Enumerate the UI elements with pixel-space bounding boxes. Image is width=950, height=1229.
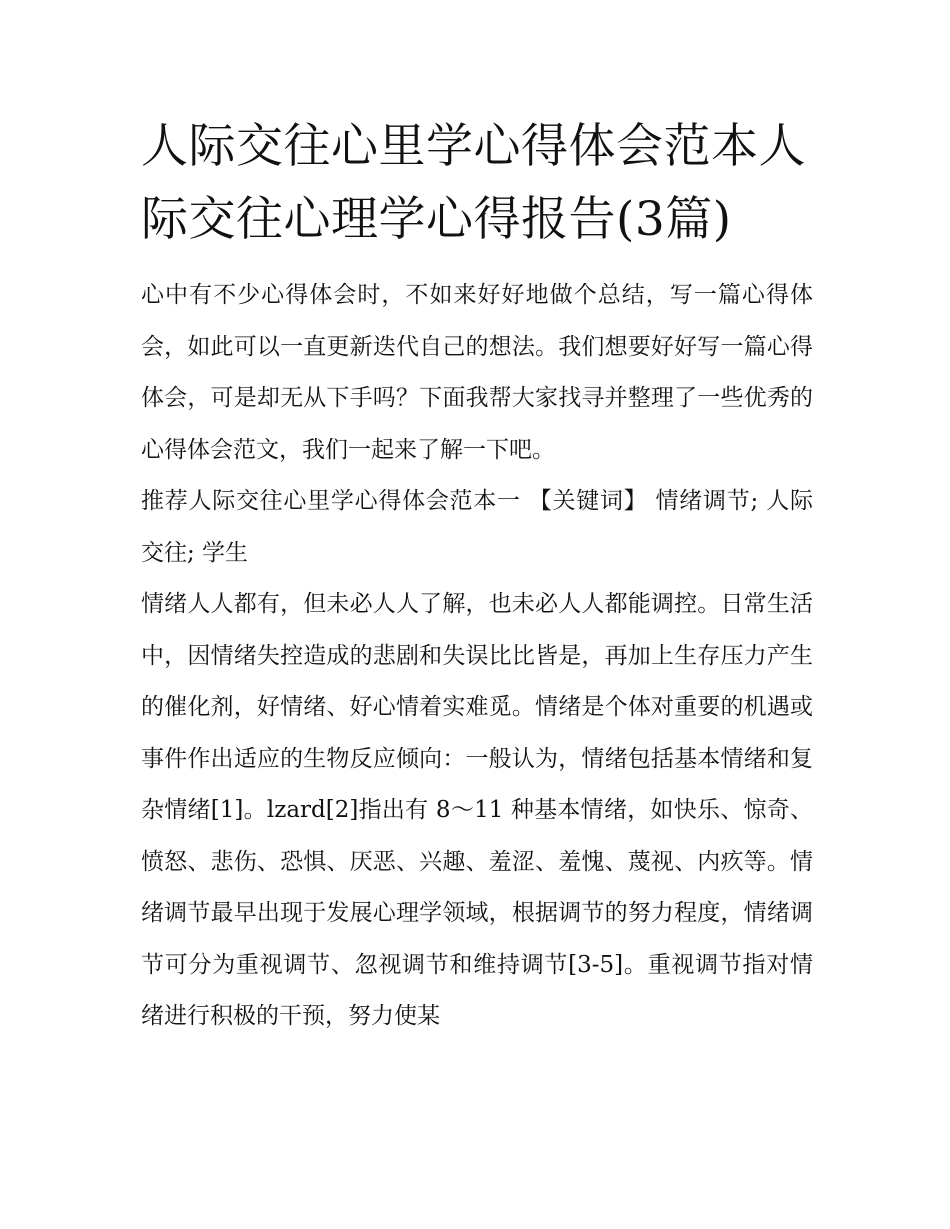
document-title: 人际交往心里学心得体会范本人际交往心理学心得报告(3篇): [141, 119, 806, 247]
document-page: [141, 110, 813, 1043]
intro-paragraph: 心中有不少心得体会时，不如来好好地做个总结，写一篇心得体会，如此可以一直更新迭代自己的想法。我们想要好好写一篇心得体会，可是却无从下手吗？下面我帮大家找寻并整理了一些优秀的心得体会范文，我们一起来了解一下吧。: [141, 282, 813, 463]
keywords-paragraph: 推荐人际交往心里学心得体会范本一 【关键词】 情绪调节; 人际交往; 学生: [141, 488, 813, 566]
body-paragraph: 情绪人人都有，但未必人人了解，也未必人人都能调控。日常生活中，因情绪失控造成的悲剧和失误比比皆是，再加上生存压力产生的催化剂，好情绪、好心情着实难觅。情绪是个体对重要的机遇或事件作出适应的生物反应倾向：一般认为，情绪包括基本情绪和复杂情绪[1]。lzard[2]指出有 8～11 种基本情绪，如快乐、惊奇、愤怒、悲伤、恐惧、厌恶、兴趣、羞涩、羞愧、蔑视、内疚等。情绪调节最早出现于发展心理学领域，根据调节的努力程度，情绪调节可分为重视调节、忽视调节和维持调节[3-5]。重视调节指对情绪进行积极的干预，努力使某: [141, 591, 813, 1029]
